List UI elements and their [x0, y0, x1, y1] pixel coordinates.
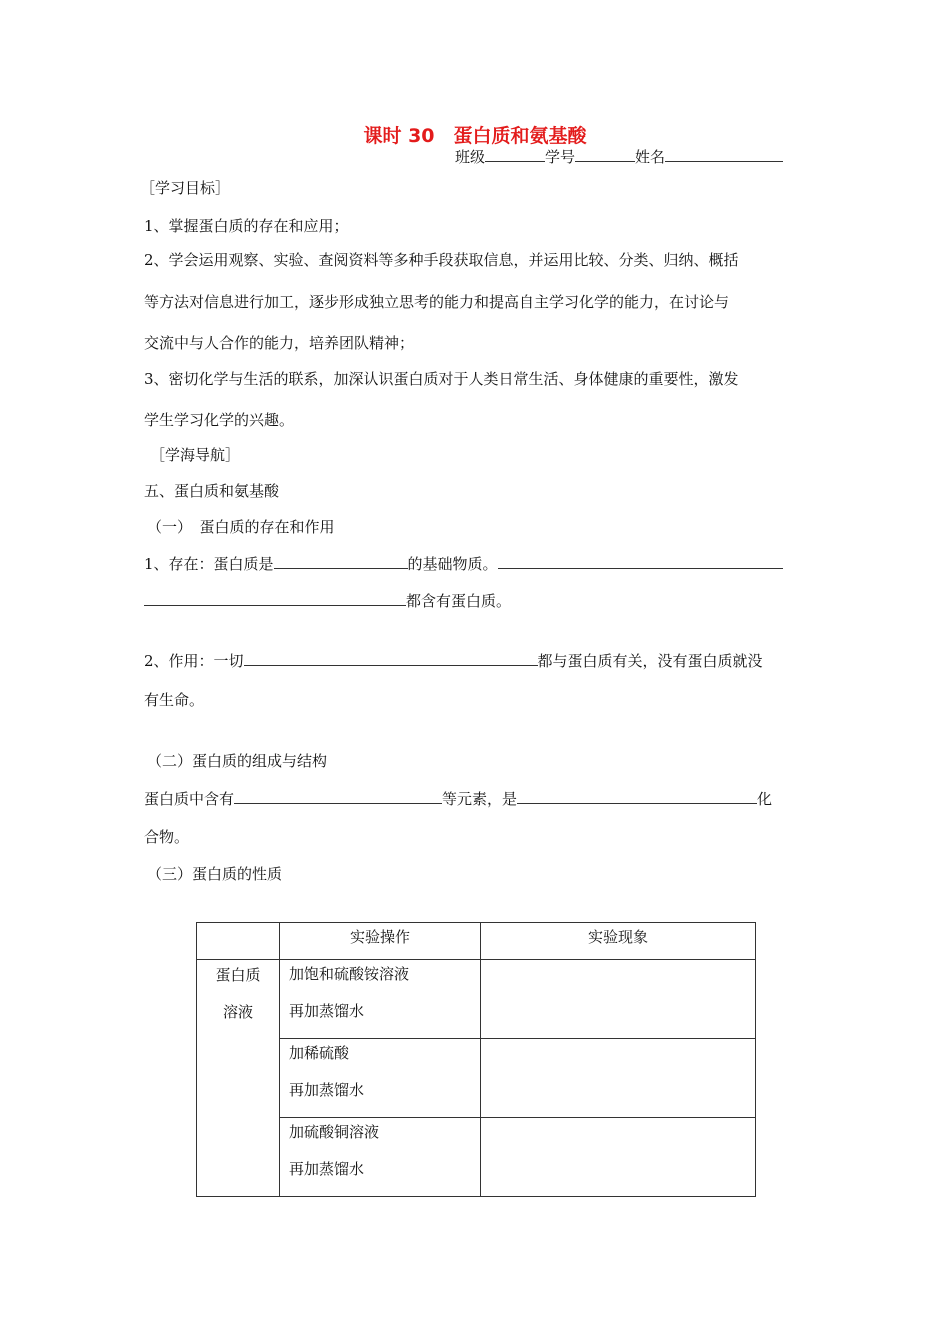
result-cell[interactable]	[481, 1039, 756, 1118]
operation-line-2: 再加蒸馏水	[289, 1081, 365, 1099]
table-row	[197, 960, 756, 1039]
number-label: 学号	[545, 148, 576, 166]
operation-cell	[280, 960, 481, 1039]
row-label-cell	[197, 960, 280, 1197]
header-cell-phenomenon: 实验现象	[481, 923, 756, 960]
composition-blank-1[interactable]	[234, 788, 442, 804]
operation-line-1: 加稀硫酸	[289, 1044, 350, 1062]
function-line-2: 有生命。	[144, 691, 205, 709]
guide-heading: ［学海导航］	[150, 446, 241, 464]
composition-blank-2[interactable]	[517, 788, 757, 804]
name-label: 姓名	[635, 148, 666, 166]
header-cell-empty	[197, 923, 280, 960]
part-2-title: （二）蛋白质的组成与结构	[147, 752, 328, 770]
existence-prefix: 1、存在：蛋白质是	[144, 555, 274, 573]
experiment-table	[196, 922, 756, 1197]
composition-suffix: 化	[757, 790, 773, 808]
existence-blank-1[interactable]	[274, 553, 408, 569]
operation-line-1: 加饱和硫酸铵溶液	[289, 965, 410, 983]
objective-item-2-line-1: 2、学会运用观察、实验、查阅资料等多种手段获取信息，并运用比较、分类、归纳、概括	[144, 251, 739, 269]
section-title: 五、蛋白质和氨基酸	[144, 482, 280, 500]
objective-item-2-line-2: 等方法对信息进行加工，逐步形成独立思考的能力和提高自主学习化学的能力，在讨论与	[144, 293, 730, 311]
row-label-line-2: 溶液	[222, 1003, 253, 1021]
objectives-heading: ［学习目标］	[140, 179, 231, 197]
objective-item-3-line-1: 3、密切化学与生活的联系，加深认识蛋白质对于人类日常生活、身体健康的重要性，激发	[144, 370, 739, 388]
composition-prefix: 蛋白质中含有	[144, 790, 235, 808]
objective-item-2-line-3: 交流中与人合作的能力，培养团队精神；	[144, 334, 415, 352]
function-line	[144, 650, 763, 671]
composition-mid: 等元素，是	[442, 790, 518, 808]
result-cell[interactable]	[481, 1118, 756, 1197]
function-prefix: 2、作用：一切	[144, 652, 244, 670]
part-3-title: （三）蛋白质的性质	[147, 865, 283, 883]
operation-cell	[280, 1039, 481, 1118]
table-row	[197, 1039, 756, 1118]
number-field[interactable]	[575, 146, 635, 162]
name-field[interactable]	[665, 146, 783, 162]
existence-line	[144, 553, 783, 574]
existence-suffix: 都含有蛋白质。	[406, 592, 512, 610]
composition-line	[144, 788, 772, 809]
table-row	[197, 1118, 756, 1197]
existence-blank-2[interactable]	[498, 553, 783, 569]
operation-line-1: 加硫酸铜溶液	[289, 1123, 380, 1141]
function-suffix: 都与蛋白质有关，没有蛋白质就没	[537, 652, 763, 670]
table-header-row	[197, 923, 756, 960]
class-field[interactable]	[485, 146, 545, 162]
student-info-line	[455, 146, 783, 167]
part-1-title: （一） 蛋白质的存在和作用	[147, 518, 335, 536]
result-cell[interactable]	[481, 960, 756, 1039]
row-label-line-1: 蛋白质	[215, 966, 261, 984]
existence-mid: 的基础物质。	[407, 555, 498, 573]
composition-line-2: 合物。	[144, 828, 190, 846]
class-label: 班级	[455, 148, 486, 166]
function-blank[interactable]	[244, 650, 538, 666]
operation-cell	[280, 1118, 481, 1197]
header-cell-operation: 实验操作	[280, 923, 481, 960]
objective-item-3-line-2: 学生学习化学的兴趣。	[144, 411, 295, 429]
objective-item-1: 1、掌握蛋白质的存在和应用；	[144, 217, 349, 235]
existence-blank-3[interactable]	[144, 590, 406, 606]
existence-line-2	[144, 590, 511, 611]
operation-line-2: 再加蒸馏水	[289, 1160, 365, 1178]
operation-line-2: 再加蒸馏水	[289, 1002, 365, 1020]
page-title: 课时 30 蛋白质和氨基酸	[363, 125, 587, 147]
